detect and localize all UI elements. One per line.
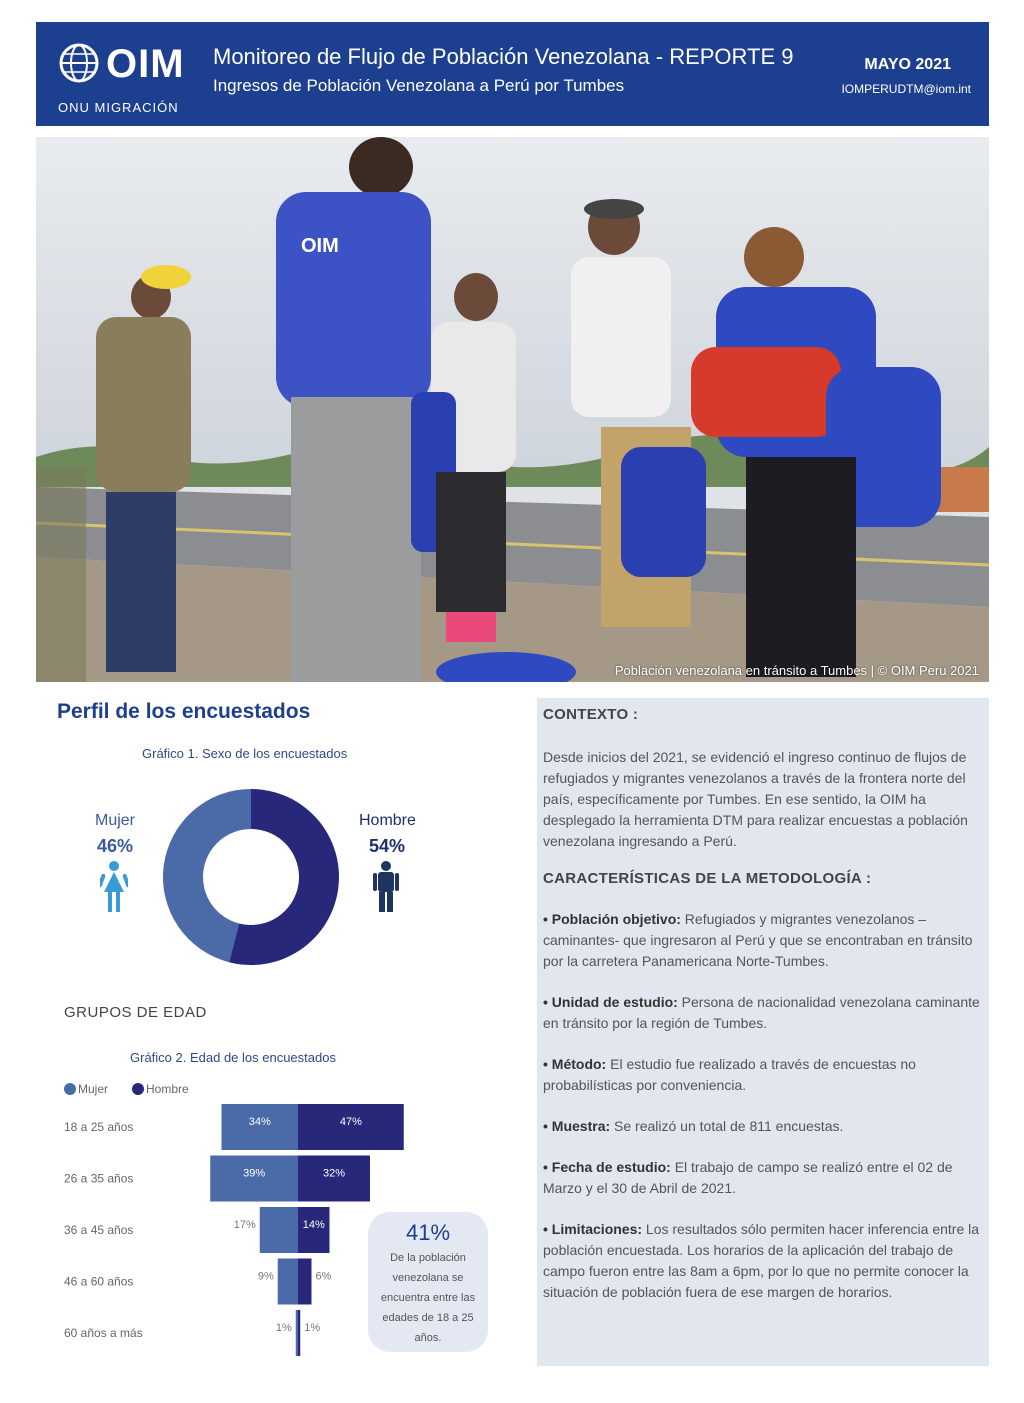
report-subtitle: Ingresos de Población Venezolana a Perú por Tumbes: [213, 76, 625, 95]
bar-label-hombre: 32%: [322, 1167, 346, 1180]
mujer-percent: 46%: [97, 836, 134, 856]
svg-text:OIM: OIM: [301, 235, 339, 257]
method-item-text: Se realizó un total de 811 encuestas.: [610, 1118, 844, 1134]
bar-label-mujer: 17%: [233, 1219, 256, 1231]
method-item-label: • Fecha de estudio:: [543, 1159, 671, 1175]
bar-label-mujer: 1%: [275, 1322, 292, 1334]
method-item-limitaciones: [543, 1219, 983, 1303]
method-item-text: El estudio fue realizado a través de encuestas no probabilísticas por conveniencia.: [543, 1056, 916, 1093]
bar-mujer: [260, 1207, 298, 1253]
methodology-heading: CARACTERÍSTICAS DE LA METODOLOGÍA :: [543, 870, 872, 887]
callout-text: De la población venezolana se encuentra entre las edades de 18 a 25 años.: [380, 1252, 476, 1344]
callout-value: 41%: [405, 1220, 451, 1245]
age-category-label: 60 años a más: [64, 1326, 143, 1340]
bar-mujer: [278, 1259, 298, 1305]
bar-mujer: [296, 1310, 298, 1356]
contact-email[interactable]: IOMPERUDTM@iom.int: [841, 82, 971, 96]
sex-donut-chart: [160, 786, 342, 968]
legend-mujer-label: Mujer: [78, 1082, 109, 1096]
logo-subtext: ONU MIGRACIÓN: [58, 100, 179, 115]
legend-hombre-swatch: [132, 1083, 144, 1095]
method-item-label: • Limitaciones:: [543, 1221, 643, 1237]
method-item-label: • Unidad de estudio:: [543, 994, 678, 1010]
age-category-label: 46 a 60 años: [64, 1274, 134, 1289]
globe-icon: [58, 42, 100, 84]
bar-label-hombre: 6%: [315, 1270, 332, 1283]
method-item-fecha: [543, 1157, 983, 1199]
mujer-label: Mujer: [95, 812, 136, 829]
context-text: Desde inicios del 2021, se evidenció el ingreso continuo de flujos de refugiados y migrantes venezolanos a través de la frontera norte del país, específicamente por Tumbes. En ese sentido, la OIM ha desplegado la herramienta DTM para realizar encuestas a población venezolana ingresando a Perú.: [543, 749, 968, 849]
bar-label-mujer: 9%: [257, 1270, 274, 1283]
bar-label-mujer: 34%: [248, 1116, 271, 1128]
method-item-metodo: [543, 1054, 983, 1096]
method-item-text: El trabajo de campo se realizó entre el 02 de Marzo y el 30 de Abril de 2021.: [543, 1159, 953, 1196]
cover-photo: [36, 137, 989, 682]
chart1-title: Gráfico 1. Sexo de los encuestados: [142, 746, 348, 761]
method-item-text: Persona de nacionalidad venezolana caminante en tránsito por la región de Tumbes.: [543, 994, 980, 1031]
age-groups-title: GRUPOS DE EDAD: [64, 1004, 207, 1021]
chart2-legend: [64, 1082, 189, 1096]
method-item-label: • Método:: [543, 1056, 607, 1072]
bar-label-hombre: 14%: [302, 1219, 325, 1231]
logo-text: OIM: [106, 42, 185, 86]
bar-hombre: [298, 1259, 312, 1305]
report-header: [36, 22, 989, 126]
legend-hombre-label: Hombre: [146, 1082, 189, 1096]
method-item-label: • Población objetivo:: [543, 911, 681, 927]
bar-label-hombre: 1%: [304, 1322, 321, 1334]
methodology-list: [543, 909, 983, 1303]
hombre-label: Hombre: [359, 812, 416, 829]
context-heading: CONTEXTO :: [543, 706, 639, 723]
bar-label-mujer: 39%: [243, 1167, 266, 1180]
age-pyramid-chart: [56, 1098, 416, 1360]
oim-logo: [58, 42, 198, 115]
method-item-label: • Muestra:: [543, 1118, 611, 1134]
age-callout: [368, 1212, 488, 1352]
method-item-muestra: [543, 1116, 983, 1137]
bar-hombre: [298, 1310, 300, 1356]
age-category-label: 18 a 25 años: [64, 1120, 134, 1134]
photo-illustration: [36, 137, 989, 682]
legend-hombre: [132, 1082, 189, 1096]
legend-mujer: [64, 1082, 108, 1096]
hombre-percent: 54%: [369, 836, 406, 856]
bar-label-hombre: 47%: [339, 1116, 362, 1128]
report-title: Monitoreo de Flujo de Población Venezolana - REPORTE 9: [213, 44, 794, 69]
method-item-text: Refugiados y migrantes venezolanos –caminantes- que ingresaron al Perú y que se encontraban en tránsito por la carretera Panamericana Norte-Tumbes.: [543, 911, 973, 969]
man-icon: [372, 860, 400, 914]
method-item-text: Los resultados sólo permiten hacer inferencia entre la población encuestada. Los horarios de la aplicación del trabajo de campo fueron entre las 8am a 6pm, por lo que no permite conocer la situación de población fuera de ese margen de horarios.: [543, 1221, 980, 1300]
legend-mujer-swatch: [64, 1083, 76, 1095]
method-item-poblacion: [543, 909, 983, 972]
context-panel: [537, 698, 989, 1366]
method-item-unidad: [543, 992, 983, 1034]
report-date: MAYO 2021: [864, 56, 951, 73]
age-category-label: 26 a 35 años: [64, 1171, 134, 1186]
chart2-title: Gráfico 2. Edad de los encuestados: [130, 1050, 336, 1065]
photo-caption: Población venezolana en tránsito a Tumbes | © OIM Peru 2021: [614, 663, 979, 678]
woman-icon: [100, 860, 128, 914]
section-title-profile: Perfil de los encuestados: [57, 700, 311, 723]
age-category-label: 36 a 45 años: [64, 1223, 134, 1237]
